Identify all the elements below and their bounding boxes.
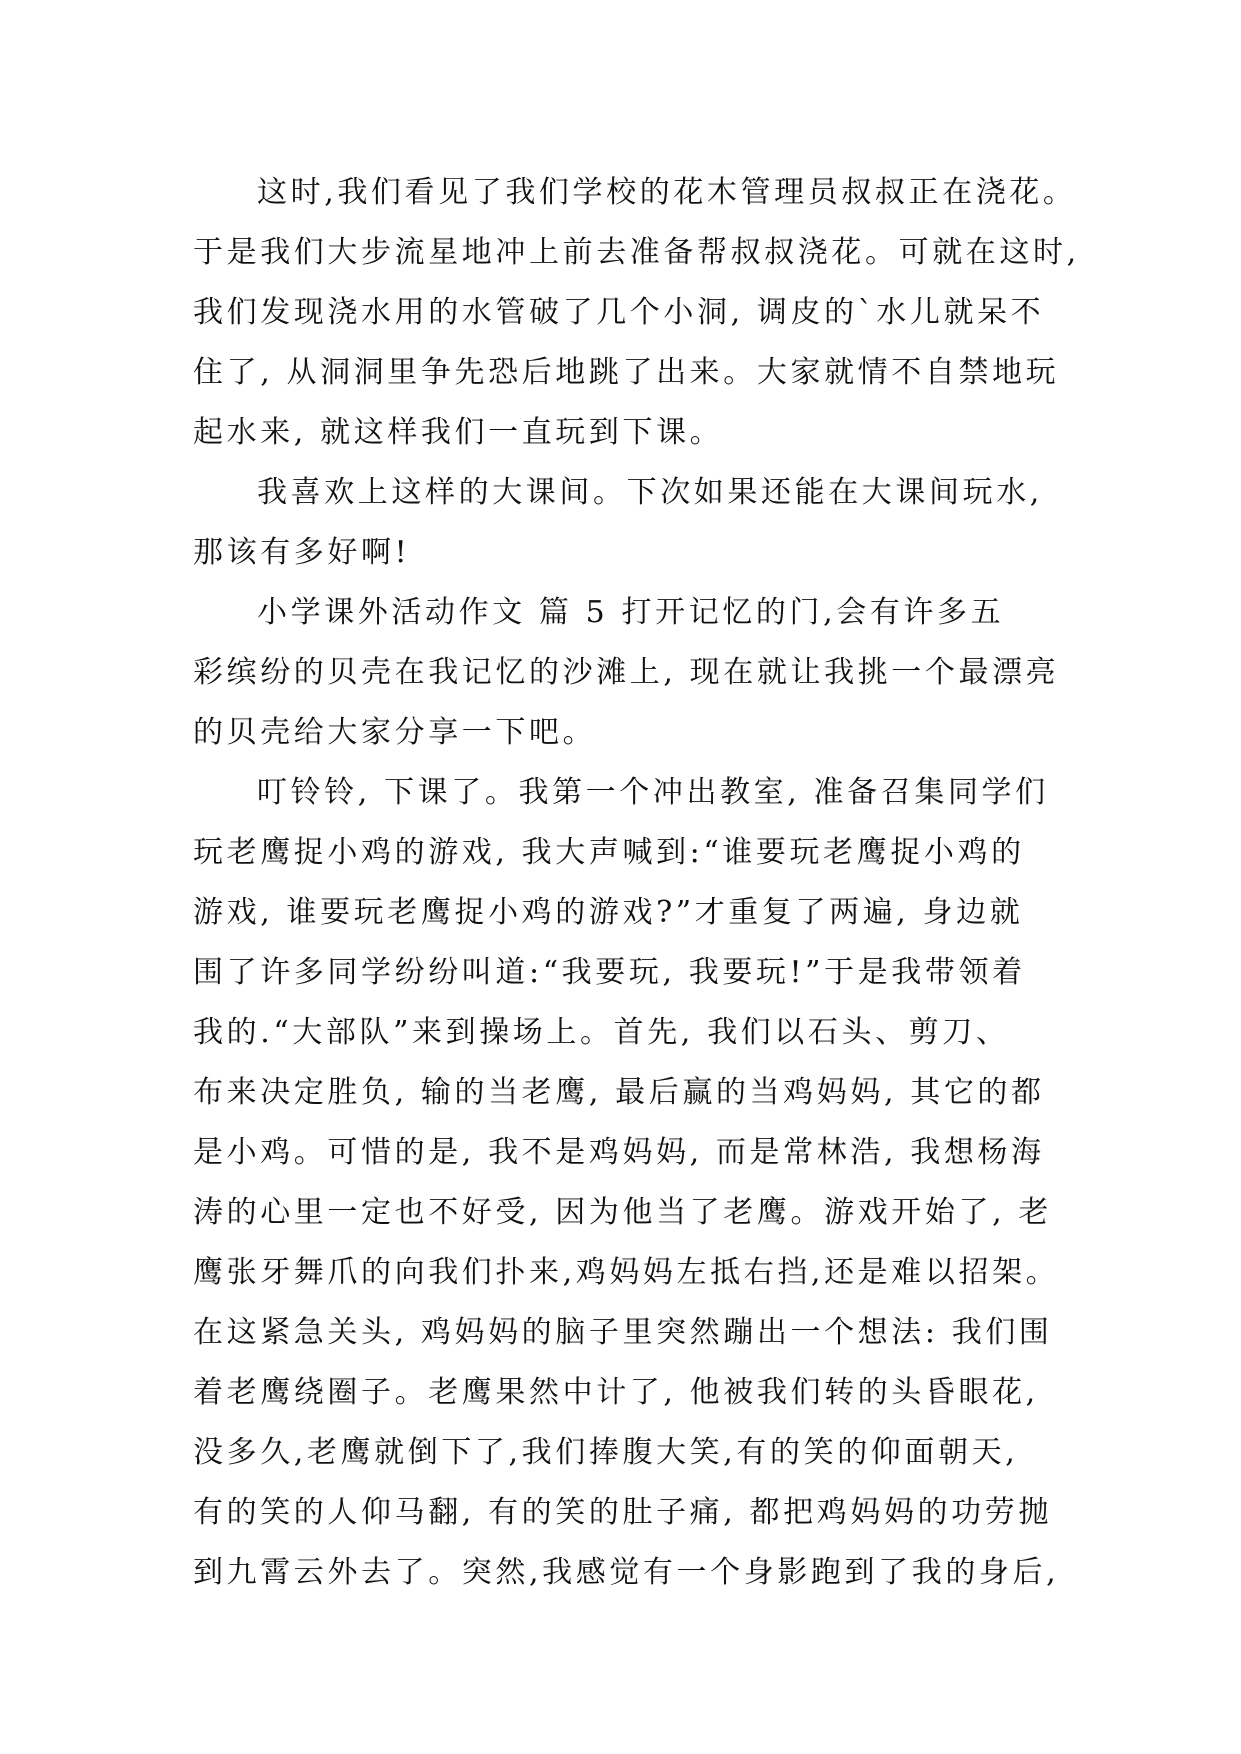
text-line: 我们发现浇水用的水管破了几个小洞, 调皮的`水儿就呆不 [193, 295, 1045, 330]
section-heading-line: 小学课外活动作文 篇 5 打开记忆的门,会有许多五 [257, 595, 1005, 630]
text-line: 的贝壳给大家分享一下吧。 [193, 715, 597, 750]
text-line: 没多久,老鹰就倒下了,我们捧腹大笑,有的笑的仰面朝天, [193, 1435, 1019, 1470]
text-line: 这时,我们看见了我们学校的花木管理员叔叔正在浇花。 [257, 175, 1077, 210]
text-line: 有的笑的人仰马翻, 有的笑的肚子痛, 都把鸡妈妈的功劳抛 [193, 1495, 1052, 1530]
text-line: 着老鹰绕圈子。老鹰果然中计了, 他被我们转的头昏眼花, [193, 1375, 1039, 1410]
text-line: 叮铃铃, 下课了。我第一个冲出教室, 准备召集同学们 [257, 775, 1049, 810]
text-line: 在这紧急关头, 鸡妈妈的脑子里突然蹦出一个想法: 我们围 [193, 1315, 1053, 1350]
text-line: 到九霄云外去了。突然,我感觉有一个身影跑到了我的身后, [193, 1555, 1060, 1590]
text-line: 起水来, 就这样我们一直玩到下课。 [193, 415, 724, 450]
text-line: 于是我们大步流星地冲上前去准备帮叔叔浇花。可就在这时, [193, 235, 1080, 270]
text-line: 鹰张牙舞爪的向我们扑来,鸡妈妈左抵右挡,还是难以招架。 [193, 1255, 1060, 1290]
text-line: 游戏, 谁要玩老鹰捉小鸡的游戏?”才重复了两遍, 身边就 [193, 895, 1024, 930]
text-line: 玩老鹰捉小鸡的游戏, 我大声喊到:“谁要玩老鹰捉小鸡的 [193, 835, 1025, 870]
text-line: 那该有多好啊! [193, 535, 411, 570]
text-line: 彩缤纷的贝壳在我记忆的沙滩上, 现在就让我挑一个最漂亮 [193, 655, 1060, 690]
text-line: 住了, 从洞洞里争先恐后地跳了出来。大家就情不自禁地玩 [193, 355, 1060, 390]
text-line: 布来决定胜负, 输的当老鹰, 最后赢的当鸡妈妈, 其它的都 [193, 1075, 1045, 1110]
article-body [193, 163, 1093, 1603]
text-line: 是小鸡。可惜的是, 我不是鸡妈妈, 而是常林浩, 我想杨海 [193, 1135, 1045, 1170]
text-line: 我的.“大部队”来到操场上。首先, 我们以石头、剪刀、 [193, 1015, 1010, 1050]
text-line: 我喜欢上这样的大课间。下次如果还能在大课间玩水, [257, 475, 1043, 510]
text-line: 涛的心里一定也不好受, 因为他当了老鹰。游戏开始了, 老 [193, 1195, 1052, 1230]
text-line: 围了许多同学纷纷叫道:“我要玩, 我要玩!”于是我带领着 [193, 955, 1026, 990]
